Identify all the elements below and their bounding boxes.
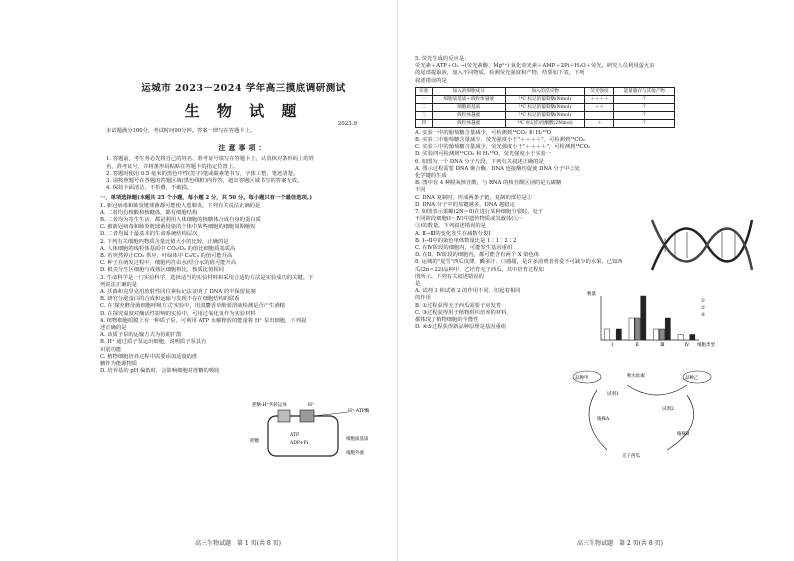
table-header-cell: 实验 (416, 87, 433, 95)
notices-line: 2. 答题时使用 0.5 毫米的黑色中性(签字)笔或碳素笔书写，字体工整、笔迹清楚。 (106, 170, 299, 177)
question-5-options (415, 130, 774, 159)
chart-x-tick: Ⅳ (684, 343, 690, 348)
table-header-cell: 加入的反应物 (505, 87, 585, 95)
chart-bar (641, 296, 646, 340)
fig1-label-atpase: H⁺-ATP酶 (348, 409, 370, 414)
fig3-label-plant-a: 植株A (597, 417, 610, 422)
q6-line: 化学键的生成 (415, 173, 447, 180)
table-header-cell: 能量储存与其他产物 (614, 87, 675, 95)
chart-x-tick: Ⅲ (660, 343, 665, 348)
q8-line: 图所示。下列有关叙述错误的 (415, 273, 484, 280)
q5opts-line: A. 实验一中的葡萄糖含量减少，可检测到¹⁴CO₂ 和 H₂¹⁸O (415, 129, 552, 136)
q1-line: C. 被新冠病毒和肺炎链球菌侵染的个体中某些细胞的细胞周期缩短 (100, 224, 256, 231)
q8-line: 的作用 (415, 295, 431, 302)
table-cell: 线粒体悬液 (432, 111, 505, 119)
q3-line: 列说法正确的是 (100, 281, 138, 288)
fig3-label-seedless: 无子西瓜 (622, 454, 640, 459)
question-3 (100, 275, 387, 318)
fig3-label-b: 品种乙 (685, 376, 699, 381)
notices-line: 4. 保持卡面清洁，不折叠，不破损。 (106, 185, 193, 192)
chart-bar (678, 335, 683, 341)
q4-line: 识别功能 (100, 346, 122, 353)
question-2 (100, 239, 387, 275)
fig3-label-plant-b: 植株B (677, 432, 690, 437)
q8-line: 8. 运城的"夏雪"西瓜皮薄、瓤多汁、口感甜，是许多消费者喜爱不可缺少的水果。已知西 (415, 259, 623, 266)
fig1-label-h: H⁺ (308, 403, 315, 408)
q4-line: 述正确的是 (100, 325, 127, 332)
page-1-footer: 高三生物试题 第 1 页(共 8 页) (195, 540, 281, 547)
table-cell: 线粒体悬液 (432, 119, 505, 127)
q1-line: A. 二者均有核酸和核糖体，都有细胞结构 (100, 209, 198, 216)
q8-line: 瓜(2n＝22)品种甲、乙培育无子西瓜，其中培育过程如 (415, 266, 544, 273)
fig1-label-sucrose: 蔗糖 (250, 439, 259, 444)
q7-line: 7. 如图表示果蝇(2N＝8)在进行某种细胞分裂时，处于 (415, 209, 544, 216)
q3-line: 3. 生命科学是一门实验科学，选择适当的实验材料和采用合适的方法是实验成功的关键。下 (100, 274, 314, 281)
q6-line: D. DNA 分子中的氢键越多，DNA 越稳定 (415, 201, 515, 208)
chart-axes (601, 296, 699, 340)
q2-line: D. 根尖分生区细胞与成熟区细胞相比，核质比值相同 (100, 267, 224, 274)
table-cell: ? (614, 95, 675, 103)
q4-line: B. H⁺ 通过质子泵运出细胞，说明质子泵具有 (100, 339, 207, 346)
q6-line: B. 图中有 4 种脱氧核苷酸，与 RNA 的核苷酸区别的是五碳糖 (415, 180, 562, 187)
section-1-heading: 一、单项选择题(本题共 25 个小题，每小题 2 分，共 50 分。每小题只有一个最佳选项。) (100, 195, 312, 202)
table-row (416, 111, 675, 119)
dna-figure (647, 210, 757, 280)
q5-equation-3: 叙述错误的是 (415, 77, 447, 84)
chart-bar (659, 329, 664, 340)
table-cell (585, 111, 614, 119)
question-6 (415, 159, 635, 209)
fig1-label-extracellular: 细胞外液 (346, 451, 364, 456)
label-line (314, 412, 348, 416)
q1-line: 1. 新冠病毒和肺炎链球菌都可能使人患肺炎。下列有关说法正确的是 (100, 202, 261, 209)
q2-line: C. 种子在萌发过程中，细胞内自由水/结合水的值可能升高 (100, 260, 237, 267)
chart-x-tick: Ⅱ (635, 343, 639, 348)
table-cell: ＋＋ (585, 103, 614, 111)
q8-line: A. 试剂 1 和试剂 2 的作用不同，但起着相同 (415, 288, 521, 295)
breeding-figure (567, 365, 727, 465)
chart-bar (616, 329, 621, 340)
q6-line: 不同 (415, 187, 426, 194)
table-cell: ¹⁴C 标记的丙酮酸(2Nmol) (505, 119, 585, 127)
table-body (416, 95, 675, 127)
fig3-label-reagent1: 试剂1 (607, 392, 619, 397)
q5opts-line: C. 实验三中的葡萄糖含量减少，荧光强度小于"＋＋＋＋"，可检测到¹⁴CO₂ (415, 144, 591, 151)
chart-bar (690, 335, 695, 341)
q7-line: 不同阶段细胞(Ⅰ～Ⅳ)中遗传物质或其载体(①～ (415, 216, 524, 223)
q8-line: B. ①过程获得无子西瓜需要子房发育 (415, 302, 502, 309)
exam-intro: 本试题满分100分，考试时间90分钟。答案一律写在答题卡上。 (106, 128, 256, 135)
transporter-shape (278, 410, 290, 422)
page-2 (397, 0, 794, 561)
exam-title: 运城市 2023－2024 学年高三摸底调研测试 (141, 83, 346, 94)
table-row (416, 119, 675, 127)
q5-equation-2: 的尾部提取液，加入不同物质，检测荧光强度和产物，结果如下表，下列 (415, 70, 585, 77)
fig3-arrow-3 (667, 395, 694, 450)
q4-line: D. 培养基的 pH 偏低时，会影响细胞对蔗糖的吸收 (100, 368, 220, 375)
q8-line: C. ③过程获得用于植物组织培养的材料， (415, 309, 512, 316)
q6-line: A. 图示过程需要 DNA 聚合酶，DNA 连接酶均促使 DNA 分子中②处 (415, 165, 580, 172)
q2-line: B. 若突然停止CO₂ 供应，叶绿体中 C₅/C₃ 的值可能升高 (100, 253, 233, 260)
q3-line: D. 在探究温度对酶活性影响的实验中，可用过氧化氢作为实验材料 (100, 310, 256, 317)
notices-line: 1. 答题前，考生务必先将自己的姓名、准考证号填写在答题卡上，认真核对条形码上的姓 (106, 156, 315, 163)
fig3-label-colchicine: 秋水仙素 (627, 374, 645, 379)
table-cell: 细胞质基质＋线粒体悬液 (432, 95, 505, 103)
fig3-arrow-2 (627, 385, 687, 395)
q7-line: ③)的数量。下列叙述错误的是 (415, 223, 486, 230)
chart-x-label: 细胞类型 (697, 343, 715, 348)
notice-heading: 注意事项： (218, 143, 269, 153)
subject-title: 生 物 试 题 (184, 102, 303, 120)
table-row (416, 95, 675, 103)
q4-line: 4. 植物细胞质膜上有一种质子泵，可利用 ATP 水解释放的能量将 H⁺ 泵出细胞，下列叙 (100, 317, 307, 324)
table-cell: ¹⁴C 标记的葡萄糖(Nmol) (505, 111, 585, 119)
table-cell: ¹⁴C 标记的葡萄糖(Nmol) (505, 103, 585, 111)
chart-legend-entry: ② (701, 306, 706, 311)
fig1-label-transporter: 蔗糖-H⁺共转运体 (252, 403, 287, 408)
notices-line: 名、准考证号，并将条形码粘贴在答题卡的指定位置上。 (106, 163, 239, 170)
chart-x-tick: Ⅰ (611, 343, 614, 348)
q4-line: C. 植物细胞培养过程中需要添加适量的蔗 (100, 353, 198, 360)
experiment-table (415, 87, 675, 128)
chart-legend-entry: ③ (701, 313, 706, 318)
chromosome-bar-chart (587, 290, 717, 350)
fig1-label-cytoplasm: 细胞质基质 (346, 437, 369, 442)
table-header-cell: 加入的细胞成分 (432, 87, 505, 95)
q5-stem: 5. 荧光生成的反应是： (415, 56, 470, 62)
exam-date: 2023.9 (337, 121, 357, 127)
question-8 (415, 259, 623, 331)
proton-pump-figure (250, 398, 390, 466)
q8-line: 是 (415, 281, 421, 288)
q1-line: B. 二者均为寄生生活，都是利用人体细胞的核糖体合成自身的蛋白质 (100, 217, 261, 224)
q1-line: D. 二者均属于最基本的生命系统结构层次 (100, 231, 198, 238)
q7-line: C. 在Ⅳ阶段的细胞内，可能发生基因重组 (415, 245, 513, 252)
q5-equation: 荧光素＋ATP＋O₂ →(荧光素酶、Mg²⁺) 氧化荧光素＋AMP＋2Pi＋H₂O＋荧光。研究人员利用萤火虫 (415, 63, 655, 70)
chart-bar (665, 318, 670, 340)
table-row (416, 103, 675, 111)
table-header-cell: 荧光强度 (585, 87, 614, 95)
table-cell: 三 (416, 111, 433, 119)
question-7 (415, 209, 625, 259)
table-cell: ＋ (585, 119, 614, 127)
table-header-row (416, 87, 675, 95)
table-cell: 一 (416, 95, 433, 103)
notices-line: 3. 请按照题号在各题的答题区域(黑色线框)内作答，超出答题区域书写的答案无效。 (106, 178, 303, 185)
q4-line: A. 该质子泵的运输方式为协助扩散 (100, 332, 182, 339)
notices-list (100, 156, 387, 192)
chart-bar (629, 318, 634, 340)
fig1-label-adp: ADP+Pi (290, 441, 309, 446)
fig3-label-reagent2: 试剂2 (662, 407, 674, 412)
dna-strand-1 (652, 220, 752, 270)
table-cell: 二 (416, 103, 433, 111)
q3-line: C. 在'探究酵母菌细胞呼吸方式'实验中，用溴麝香草酚蓝溶液检测是否产生酒精 (100, 303, 285, 310)
fig3-label-a: 品种甲 (575, 376, 589, 381)
q7-line: D. 在Ⅱ、Ⅳ阶段的细胞内，都可能含有两个 X 染色体 (415, 252, 540, 259)
q7-line: B. Ⅰ→Ⅱ中的染色单体数量比是 1∶1∶2∶2 (415, 237, 517, 244)
q6-line: C. DNA 复制时，形成两条子链，复制的部位是② (415, 194, 532, 201)
chart-bar (654, 329, 659, 340)
q3-line: A. 沃森和克里克用放射性同位素标记法证明了 DNA 的半保留复制 (100, 289, 256, 296)
q6-line: 6. 如图为一个 DNA 分子片段，下列有关叙述正确的是 (415, 158, 544, 165)
table-cell: ＋＋＋＋ (585, 95, 614, 103)
q2-line: 2. 下列有关细胞内物质含量比值大小的比较，正确的是 (100, 238, 229, 245)
table-cell: ? (614, 119, 675, 127)
atpase-shape (300, 410, 314, 422)
chart-legend-entry: ① (701, 299, 706, 304)
q8-line: D. ④⑤过程获得新品种原理是基因重组 (415, 324, 507, 331)
question-4 (100, 317, 307, 376)
q8-line: 都体现了植物细胞的全能性 (415, 317, 479, 324)
page-2-footer: 高三生物试题 第 2 页(共 8 页) (577, 540, 663, 547)
chart-y-label: 数量 (587, 292, 596, 297)
chart-bar (605, 329, 610, 340)
table-cell: ? (614, 103, 675, 111)
question-1 (100, 203, 387, 239)
table-cell: 细胞质基质 (432, 103, 505, 111)
table-cell: ? (614, 111, 675, 119)
table-cell: 四 (416, 119, 433, 127)
q5opts-line: D. 实验四可检测到¹⁴CO₂ 和 H₂¹⁸O，荧光强度小于实验一 (415, 151, 552, 158)
q3-line: B. 研究分泌蛋白的合成和运输与发现不存在细胞结构的联系 (100, 296, 240, 303)
table-cell: ¹⁴C 标记的葡萄糖(Nmol) (505, 95, 585, 103)
q7-line: A. Ⅱ→Ⅲ的变化发生在减数分裂Ⅰ (415, 230, 491, 237)
chart-bar (635, 318, 640, 340)
fig1-label-atp: ATP (290, 433, 300, 438)
q5opts-line: B. 实验二中葡萄糖含量减少，荧光强度小于"＋＋＋＋"，可检测到¹⁴CO₂ (415, 137, 585, 144)
q4-line: 糖作为能源物质 (100, 361, 138, 368)
q2-line: A. 人体细胞的线粒体基质中 CO₂/O₂ 的值比细胞质基质高 (100, 245, 236, 252)
dna-strand-2 (652, 220, 752, 270)
